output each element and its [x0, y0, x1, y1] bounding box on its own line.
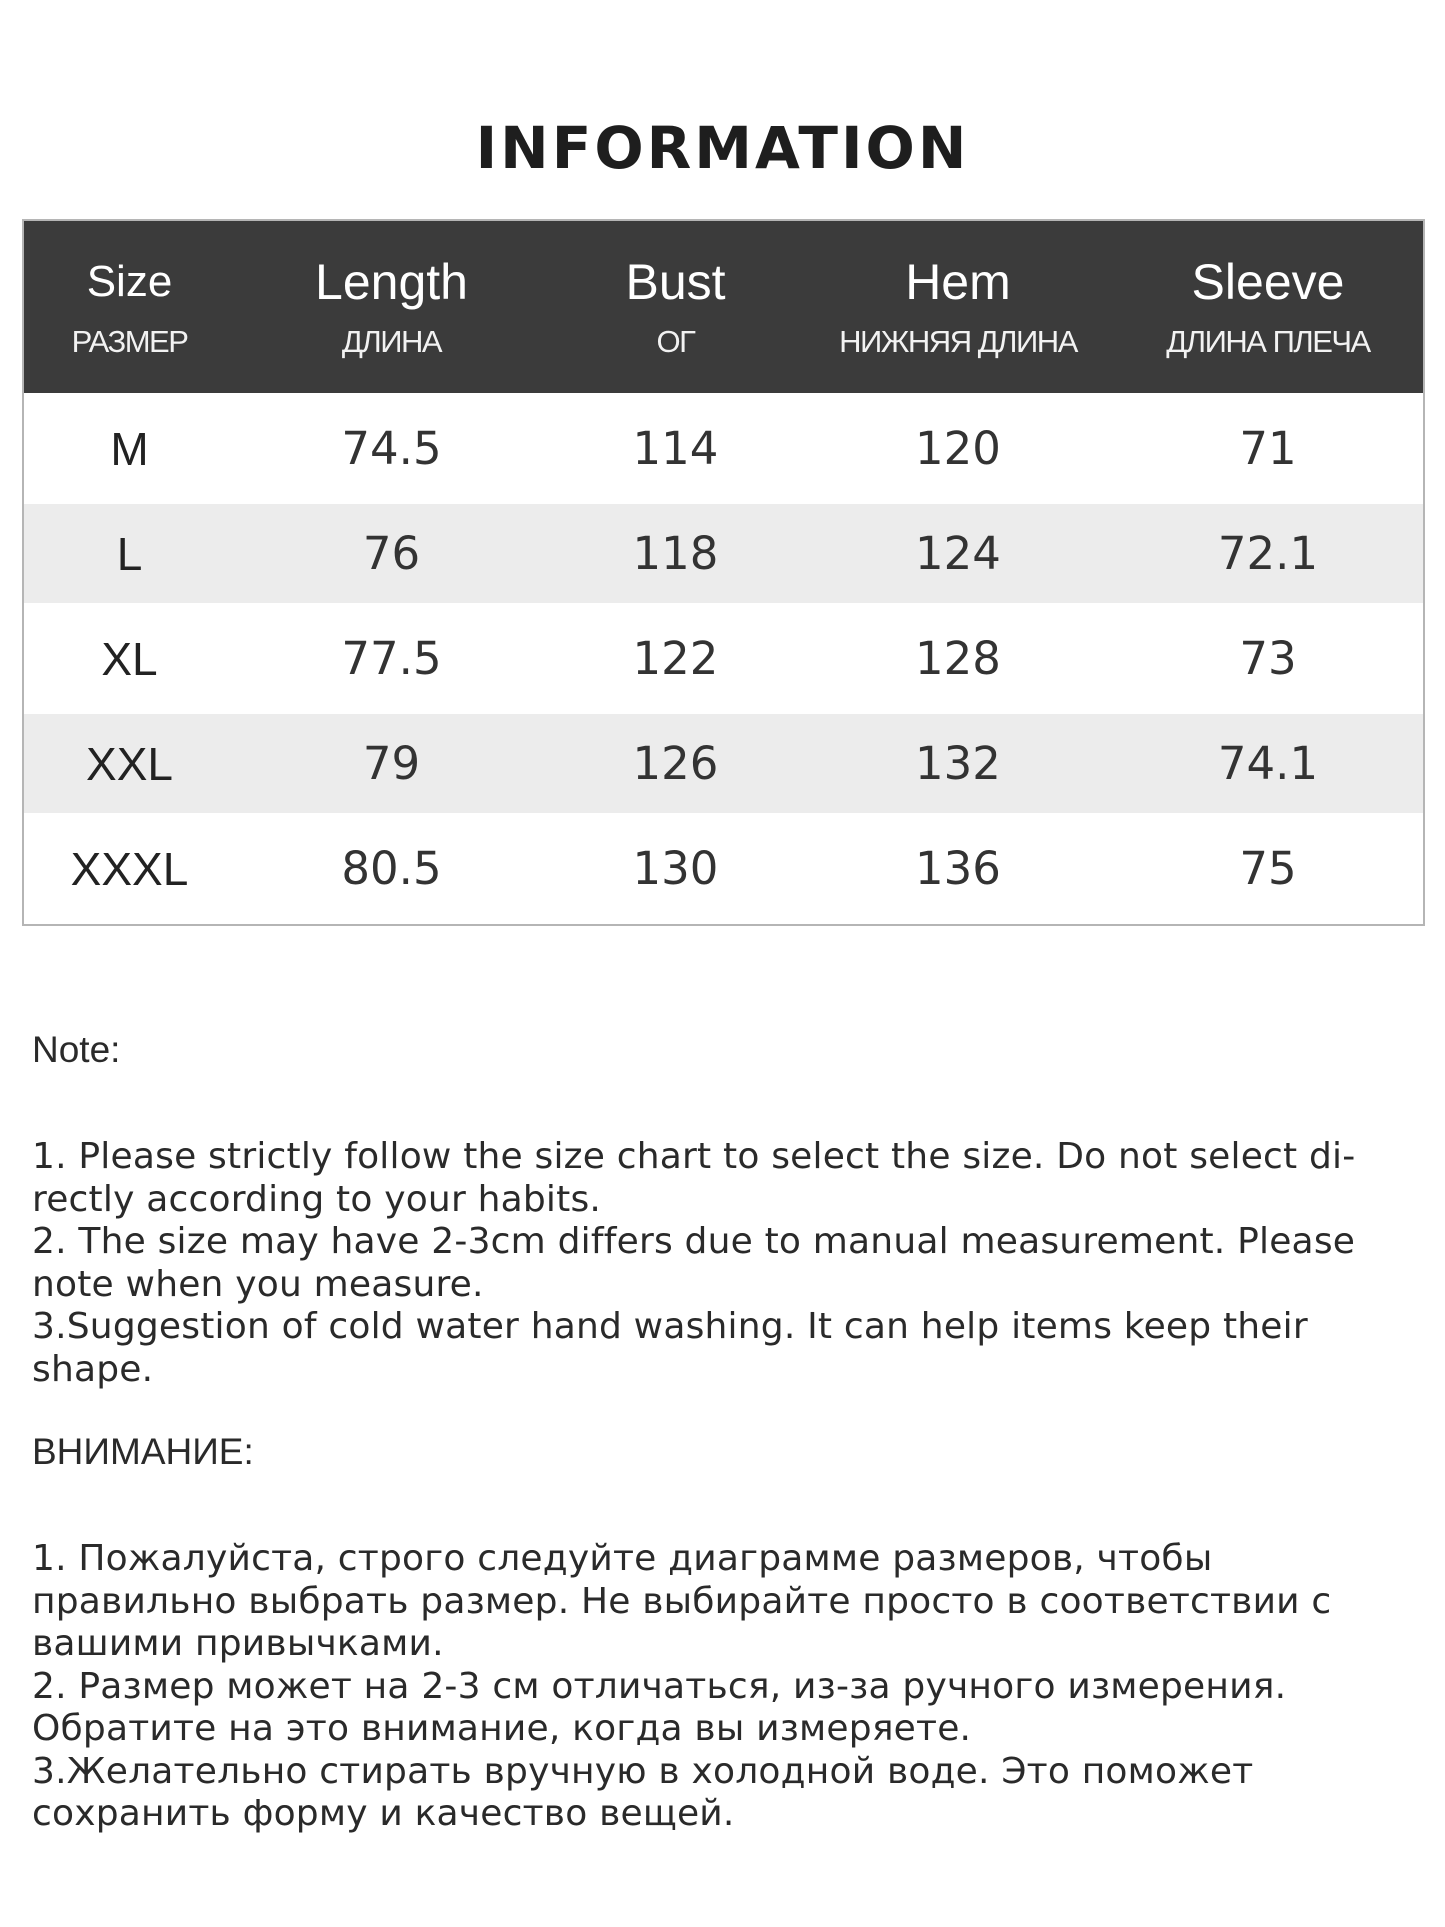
- table-row: [23, 603, 1424, 714]
- size-cell: L: [23, 504, 235, 603]
- note-item: 1. Please strictly follow the size chart to select the size. Do not select di-rectly according to your habits.: [32, 1136, 1356, 1220]
- note-item: 1. Пожалуйста, строго следуйте диаграмме размеров, чтобы правильно выбрать размер. Не выбирайте просто в соответствии с вашими привычками.: [32, 1538, 1332, 1664]
- header-ru-label: ДЛИНА: [341, 324, 442, 359]
- header-hem: [803, 220, 1113, 393]
- bust-cell: 122: [548, 603, 803, 714]
- size-cell: XXL: [23, 714, 235, 813]
- size-cell: M: [23, 393, 235, 504]
- sleeve-cell: 75: [1113, 813, 1424, 925]
- header-en-label: Length: [315, 254, 468, 310]
- bust-cell: 126: [548, 714, 803, 813]
- length-cell: 77.5: [235, 603, 548, 714]
- table-row: [23, 813, 1424, 925]
- table-row: [23, 504, 1424, 603]
- header-en-label: Size: [86, 257, 173, 306]
- header-length: [235, 220, 548, 393]
- bust-cell: 118: [548, 504, 803, 603]
- hem-cell: 120: [803, 393, 1113, 504]
- note-item: 3.Желательно стирать вручную в холодной воде. Это поможет сохранить форму и качество вещей.: [32, 1750, 1254, 1834]
- notes-heading: Note:: [32, 1029, 121, 1070]
- length-cell: 76: [235, 504, 548, 603]
- length-cell: 80.5: [235, 813, 548, 925]
- notes-list: [32, 1538, 1422, 1836]
- header-bust: [548, 220, 803, 393]
- header-size: [23, 220, 235, 393]
- sleeve-cell: 72.1: [1113, 504, 1424, 603]
- size-chart-table: [22, 219, 1425, 926]
- notes-heading: ВНИМАНИЕ:: [32, 1431, 254, 1472]
- header-ru-label: РАЗМЕР: [71, 324, 188, 359]
- page-title: INFORMATION: [475, 114, 970, 182]
- table-row: [23, 393, 1424, 504]
- table-row: [23, 714, 1424, 813]
- header-ru-label: ДЛИНА ПЛЕЧА: [1166, 324, 1370, 359]
- note-item: 2. The size may have 2-3cm differs due to manual measurement. Please note when you measure.: [32, 1221, 1356, 1305]
- header-en-label: Sleeve: [1191, 254, 1345, 310]
- bust-cell: 114: [548, 393, 803, 504]
- bust-cell: 130: [548, 813, 803, 925]
- notes-english: [32, 1028, 1422, 1391]
- hem-cell: 136: [803, 813, 1113, 925]
- header-ru-label: ОГ: [656, 324, 695, 359]
- hem-cell: 132: [803, 714, 1113, 813]
- size-cell: XXXL: [23, 813, 235, 925]
- hem-cell: 124: [803, 504, 1113, 603]
- header-ru-label: НИЖНЯЯ ДЛИНА: [839, 324, 1077, 359]
- note-item: 2. Размер может на 2-3 см отличаться, из-за ручного измерения. Обратите на это внимание, когда вы измеряете.: [32, 1665, 1287, 1749]
- header-sleeve: [1113, 220, 1424, 393]
- sleeve-cell: 74.1: [1113, 714, 1424, 813]
- length-cell: 79: [235, 714, 548, 813]
- note-item: 3.Suggestion of cold water hand washing. It can help items keep their shape.: [32, 1306, 1308, 1390]
- header-en-label: Hem: [905, 254, 1011, 310]
- table-header-row: [23, 220, 1424, 393]
- size-cell: XL: [23, 603, 235, 714]
- sleeve-cell: 73: [1113, 603, 1424, 714]
- header-en-label: Bust: [625, 254, 726, 310]
- sleeve-cell: 71: [1113, 393, 1424, 504]
- length-cell: 74.5: [235, 393, 548, 504]
- notes-russian: [32, 1430, 1422, 1836]
- notes-list: [32, 1136, 1422, 1391]
- hem-cell: 128: [803, 603, 1113, 714]
